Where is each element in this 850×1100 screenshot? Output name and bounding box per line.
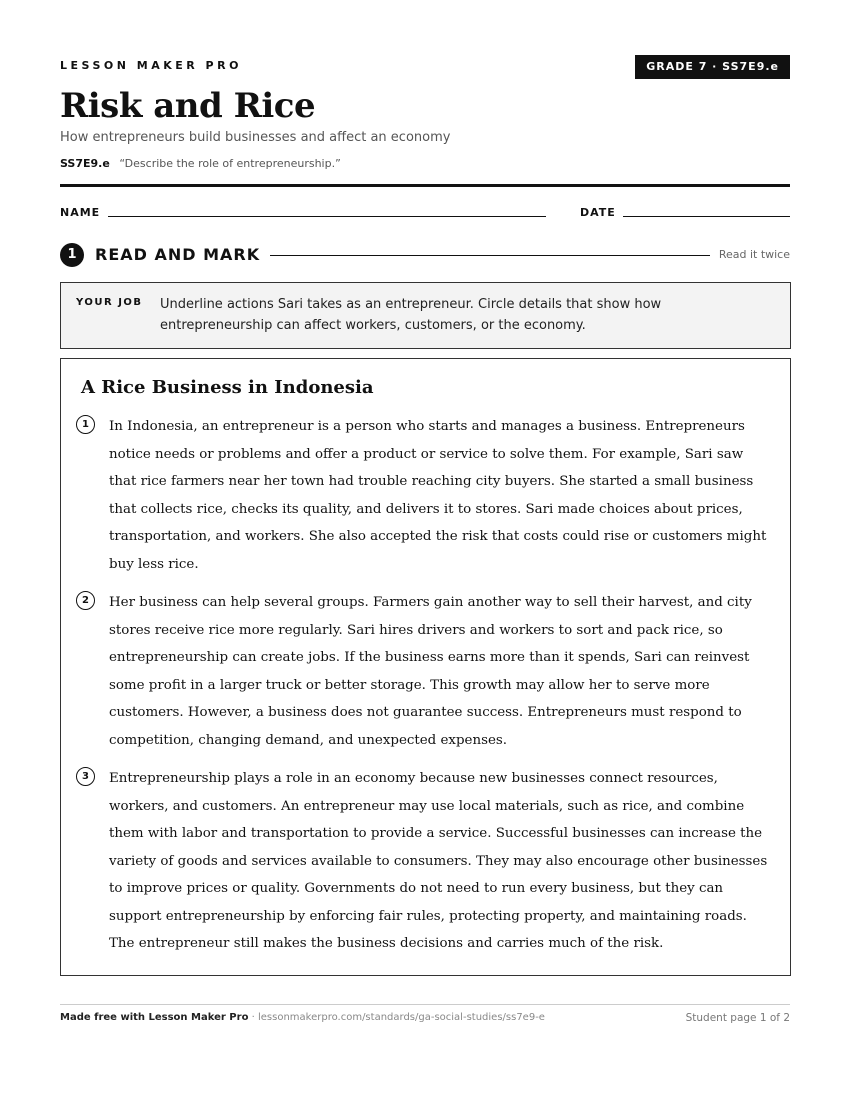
reading-passage	[60, 358, 791, 976]
date-label: DATE	[580, 206, 616, 219]
your-job-box	[60, 282, 791, 349]
paragraph-number: 3	[76, 767, 95, 786]
paragraph-number: 2	[76, 591, 95, 610]
footer-page-number: Student page 1 of 2	[685, 1012, 790, 1024]
standard-code: SS7E9.e	[60, 157, 110, 170]
footer-made-by: Made free with Lesson Maker Pro	[60, 1012, 249, 1023]
name-label: NAME	[60, 206, 101, 219]
header-divider	[60, 184, 790, 187]
your-job-text: Underline actions Sari takes as an entrepreneur. Circle details that show how entrepreneurship can affect workers, customers, or the economy.	[160, 297, 662, 333]
paragraph-text: Entrepreneurship plays a role in an economy because new businesses connect resources, workers, and customers. An entrepreneur may use local materials, such as rice, and combine them with labor and transportation to provide a service. Successful businesses can increase the variety of goods and services available to consumers. They may also encourage other businesses to improve prices or quality. Governments do not need to run every business, but they can support entrepreneurship by enforcing fair rules, protecting property, and maintaining roads. The entrepreneur still makes the business decisions and carries much of the risk.	[109, 771, 768, 951]
page-subtitle: How entrepreneurs build businesses and affect an economy	[60, 130, 451, 145]
brand-name: LESSON MAKER PRO	[60, 59, 242, 72]
paragraph-text: In Indonesia, an entrepreneur is a person who starts and manages a business. Entrepreneurs notice needs or problems and offer a product or service to solve them. For example, Sari saw that rice farmers near her town had trouble reaching city buyers. She started a small business that collects rice, checks its quality, and delivers it to stores. Sari made choices about prices, transportation, and workers. She also accepted the risk that costs could rise or customers might buy less rice.	[109, 419, 767, 572]
footer-credit	[60, 1012, 545, 1023]
reading-title: A Rice Business in Indonesia	[81, 377, 374, 398]
paragraph-number: 1	[76, 415, 95, 434]
section-note: Read it twice	[718, 248, 790, 261]
name-field[interactable]	[108, 216, 546, 217]
your-job-label: YOUR JOB	[76, 297, 143, 308]
date-field[interactable]	[623, 216, 790, 217]
grade-badge: GRADE 7 · SS7E9.e	[635, 55, 790, 79]
standard-line	[60, 157, 341, 170]
footer-divider	[60, 1004, 790, 1005]
section-title: READ AND MARK	[95, 245, 261, 264]
footer-url[interactable]: · lessonmakerpro.com/standards/ga-social-studies/ss7e9-e	[248, 1012, 545, 1023]
standard-text: “Describe the role of entrepreneurship.”	[119, 157, 341, 170]
paragraph-text: Her business can help several groups. Farmers gain another way to sell their harvest, and city stores receive rice more regularly. Sari hires drivers and workers to sort and pack rice, so entrepreneurship can create jobs. If the business earns more than it spends, Sari can reinvest some profit in a larger truck or better storage. This growth may allow her to serve more customers. However, a business does not guarantee success. Entrepreneurs must respond to competition, changing demand, and unexpected expenses.	[109, 595, 752, 748]
section-number-badge: 1	[60, 243, 84, 267]
page-title: Risk and Rice	[60, 86, 316, 126]
section-divider	[270, 255, 710, 256]
